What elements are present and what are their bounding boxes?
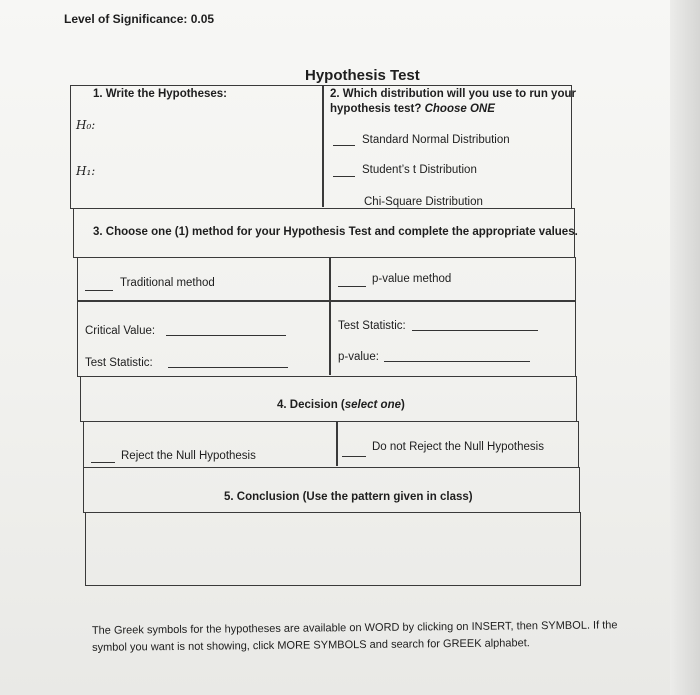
method-table-divider-vertical [329, 258, 331, 375]
footer-line-1: The Greek symbols for the hypotheses are available on WORD by clicking on INSERT, then SYMBOL. If the [91, 619, 618, 637]
h1-label: H₁: [76, 164, 96, 178]
reject-null-blank[interactable] [91, 462, 115, 463]
critical-value-label: Critical Value: [85, 325, 156, 337]
decision-table-divider [336, 422, 338, 466]
section2-heading-line2 [330, 103, 495, 115]
traditional-method-label: Traditional method [120, 277, 215, 289]
option-chi-square: Chi-Square Distribution [364, 196, 483, 208]
footer-line-2: symbol you want is not showing, click MORE SYMBOLS and search for GREEK alphabet. [92, 637, 530, 654]
test-statistic-right-blank[interactable] [412, 330, 538, 331]
section-divider-vertical [322, 86, 324, 207]
reject-null-label: Reject the Null Hypothesis [121, 450, 256, 462]
test-statistic-right-label: Test Statistic: [338, 320, 406, 332]
decision-select-one: select one [344, 399, 401, 411]
option-standard-normal: Standard Normal Distribution [362, 134, 510, 146]
test-statistic-left-blank[interactable] [168, 367, 288, 368]
hypotheses-box [70, 85, 572, 209]
footer-note [92, 617, 632, 657]
decision-heading-close: ) [401, 399, 405, 411]
significance-value: 0.05 [190, 12, 215, 26]
pvalue-method-blank[interactable] [338, 286, 366, 287]
option-student-t: Student’s t Distribution [362, 164, 477, 176]
section1-heading: 1. Write the Hypotheses: [93, 88, 227, 100]
section2-heading-text: hypothesis test? [330, 103, 422, 115]
option-blank-standard-normal[interactable] [333, 145, 355, 146]
section2-heading-line1: 2. Which distribution will you use to run your [330, 88, 576, 100]
do-not-reject-blank[interactable] [342, 456, 366, 457]
section3-heading: 3. Choose one (1) method for your Hypothesis Test and complete the appropriate values. [93, 226, 578, 238]
page-edge-shadow [670, 0, 700, 695]
option-blank-student-t[interactable] [333, 176, 355, 177]
pvalue-method-label: p-value method [372, 273, 452, 285]
conclusion-heading: 5. Conclusion (Use the pattern given in class) [224, 491, 473, 503]
critical-value-blank[interactable] [166, 335, 286, 336]
h0-label: H₀: [76, 118, 96, 132]
p-value-label: p-value: [338, 351, 379, 363]
significance-level [64, 12, 214, 26]
p-value-blank[interactable] [384, 361, 530, 362]
decision-heading-text: 4. Decision ( [277, 399, 345, 411]
conclusion-answer-box[interactable] [85, 512, 581, 586]
conclusion-heading-box [83, 467, 580, 513]
section2-choose-one: Choose ONE [424, 103, 495, 115]
test-statistic-left-label: Test Statistic: [85, 357, 153, 369]
traditional-method-blank[interactable] [85, 290, 113, 291]
decision-heading [277, 399, 405, 411]
significance-label: Level of Significance: [64, 12, 188, 26]
page-title: Hypothesis Test [305, 67, 420, 84]
do-not-reject-label: Do not Reject the Null Hypothesis [372, 441, 544, 453]
method-table-divider-horizontal [78, 300, 575, 302]
